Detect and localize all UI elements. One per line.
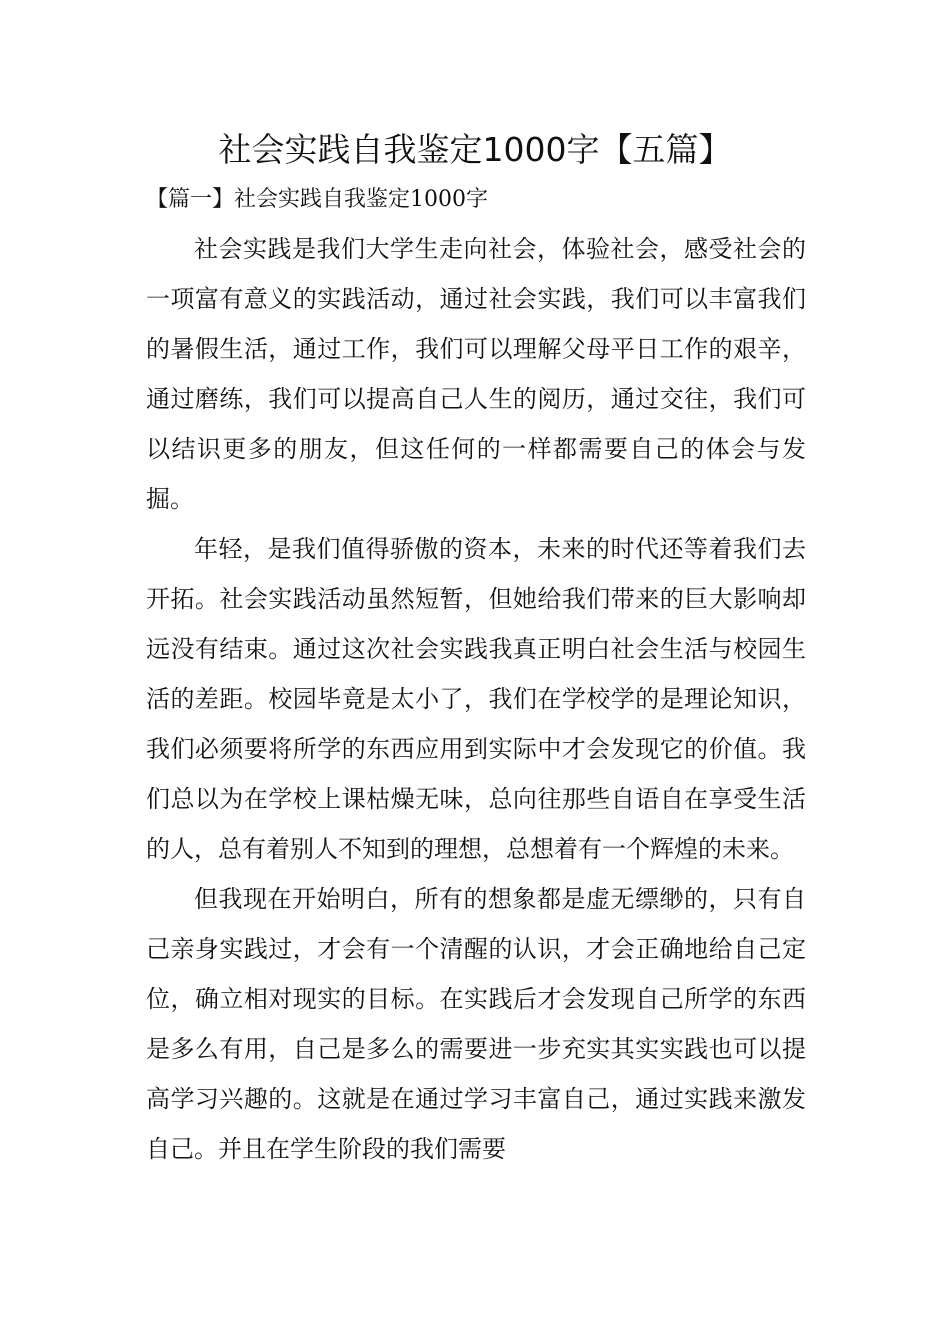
document-title: 社会实践自我鉴定1000字【五篇】 [218, 130, 732, 169]
paragraph: 但我现在开始明白，所有的想象都是虚无缥缈的，只有自己亲身实践过，才会有一个清醒的认识，才会正确地给自己定位，确立相对现实的目标。在实践后才会发现自己所学的东西是多么有用，自己是多么的需要进一步充实其实实践也可以提高学习兴趣的。这就是在通过学习丰富自己，通过实践来激发自己。并且在学生阶段的我们需要 [146, 885, 806, 1163]
paragraph: 年轻，是我们值得骄傲的资本，未来的时代还等着我们去开拓。社会实践活动虽然短暂，但她给我们带来的巨大影响却远没有结束。通过这次社会实践我真正明白社会生活与校园生活的差距。校园毕竟是太小了，我们在学校学的是理论知识，我们必须要将所学的东西应用到实际中才会发现它的价值。我们总以为在学校上课枯燥无味，总向往那些自语自在享受生活的人，总有着别人不知到的理想，总想着有一个辉煌的未来。 [146, 535, 806, 863]
section-heading: 【篇一】社会实践自我鉴定1000字 [146, 187, 488, 212]
paragraph: 社会实践是我们大学生走向社会，体验社会，感受社会的一项富有意义的实践活动，通过社会实践，我们可以丰富我们的暑假生活，通过工作，我们可以理解父母平日工作的艰辛，通过磨练，我们可以提高自己人生的阅历，通过交往，我们可以结识更多的朋友，但这任何的一样都需要自己的体会与发掘。 [146, 235, 806, 513]
document-body [146, 224, 806, 1174]
